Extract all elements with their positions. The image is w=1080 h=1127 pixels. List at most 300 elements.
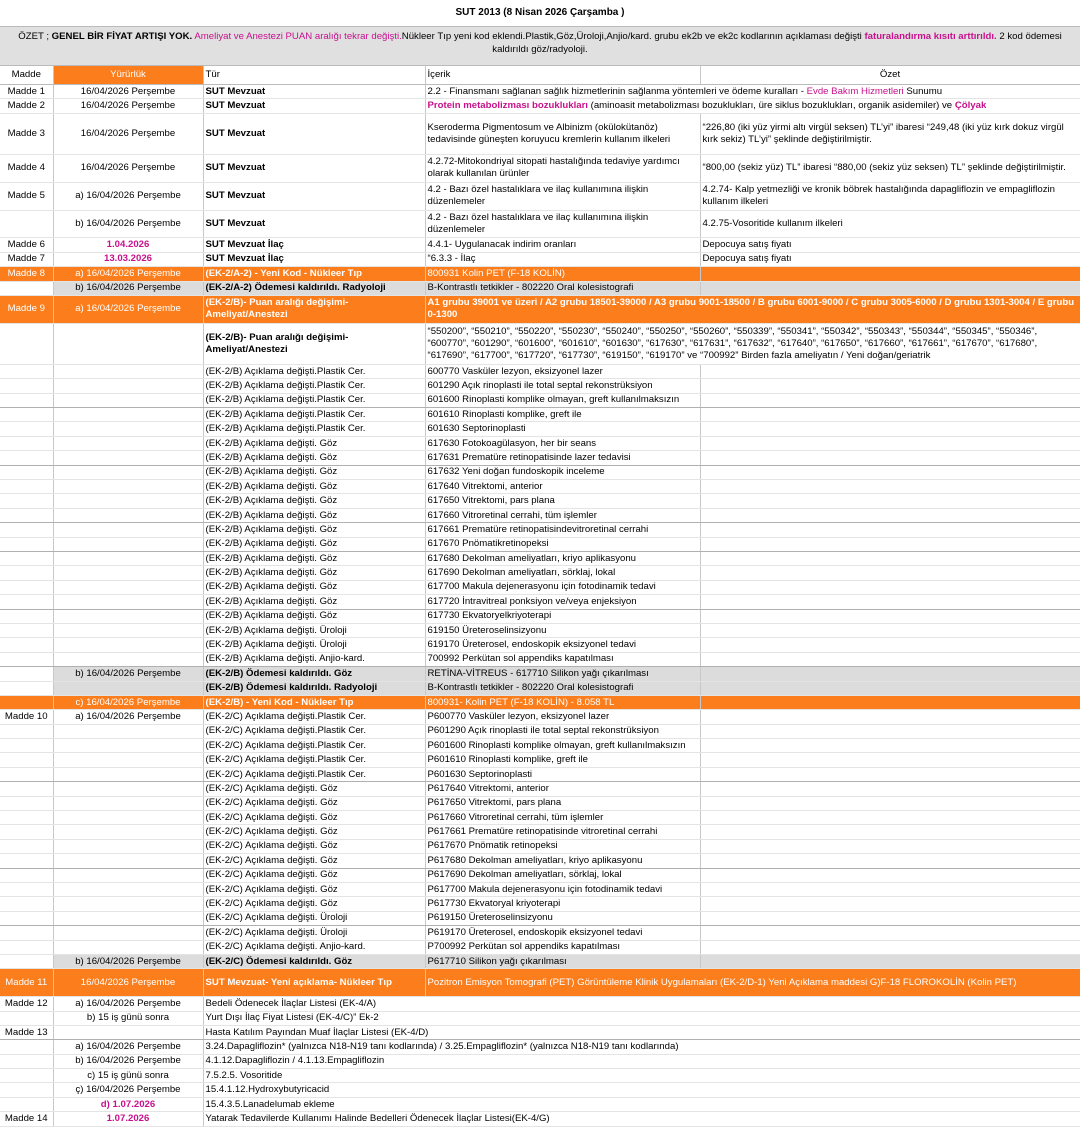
cell-yururluk [53,782,203,796]
cell-yururluk [53,897,203,911]
cell-tur: SUT Mevzuat [203,154,425,182]
cell-yururluk [53,364,203,378]
cell-icerik [425,566,700,580]
cell-ozet [700,652,1080,666]
cell-tur: (EK-2/B) Açıklama değişti.Plastik Cer. [203,393,425,407]
cell-tur: (EK-2/B) Ödemesi kaldırıldı. Radyoloji [203,681,425,695]
icerik-i: B-Kontrastlı tetkikler - 802220 Oral kolesistografi [427,682,634,694]
icerik-i: 619150 Üreteroselinsizyonu [427,624,547,636]
table-row [0,782,1080,796]
cell-yururluk [53,523,203,537]
cell-madde [0,465,53,479]
cell-yururluk: b) 16/04/2026 Perşembe [53,210,203,238]
cell-yururluk [53,681,203,695]
table-row [0,364,1080,378]
cell-yururluk: 16/04/2026 Perşembe [53,969,203,997]
cell-tur: (EK-2/B) Açıklama değişti. Göz [203,580,425,594]
cell-madde: Madde 1 [0,85,53,99]
cell-madde [0,480,53,494]
cell-yururluk [53,753,203,767]
cell-madde [0,825,53,839]
table-row [0,1097,1080,1111]
cell-icerik [425,393,700,407]
cell-ozet: 4.2.74- Kalp yetmezliği ve kronik böbrek hastalığında dapagliflozin ve empagliflozin kullanım ilkeleri [700,182,1080,210]
cell-ozet [700,408,1080,422]
cell-madde [0,854,53,868]
cell-icerik [425,667,700,681]
cell-yururluk [53,854,203,868]
cell-madde [0,408,53,422]
cell-tur: (EK-2/C) Açıklama değişti. Göz [203,825,425,839]
cell-yururluk [53,811,203,825]
header-tur: Tür [203,66,425,85]
cell-yururluk: d) 1.07.2026 [53,1097,203,1111]
cell-ozet [700,681,1080,695]
cell-yururluk [53,480,203,494]
icerik-i: 4.2 - Bazı özel hastalıklara ve ilaç kullanımına ilişkin düzenlemeler [427,184,649,208]
cell-tur: (EK-2/C) Açıklama değişti. Göz [203,839,425,853]
cell-icerik [425,281,700,295]
icerik-i: 4.4.1- Uygulanacak indirim oranları [427,239,577,251]
cell-yururluk: b) 15 iş günü sonra [53,1011,203,1025]
cell-ozet: “800,00 (sekiz yüz) TL” ibaresi “880,00 (sekiz yüz seksen) TL” şeklinde değiştirilmiştir. [700,154,1080,182]
cell-tur: (EK-2/B) Açıklama değişti. Göz [203,451,425,465]
cell-tur: SUT Mevzuat [203,182,425,210]
table-row [0,1069,1080,1083]
cell-tur: (EK-2/B) Açıklama değişti. Göz [203,436,425,450]
table-row [0,681,1080,695]
cell-madde: Madde 3 [0,113,53,154]
cell-icerik [425,99,1080,113]
cell-ozet [700,436,1080,450]
cell-tur: (EK-2/C) Açıklama değişti. Anjio-kard. [203,940,425,954]
cell-madde [0,1069,53,1083]
cell-yururluk: c) 15 iş günü sonra [53,1069,203,1083]
table-row [0,710,1080,724]
cell-madde [0,882,53,896]
cell-yururluk [53,465,203,479]
icerik-i: P617640 Vitrektomi, anterior [427,782,549,794]
cell-ozet [700,940,1080,954]
cell-icerik [425,911,700,925]
table-row [0,379,1080,393]
cell-ozet [700,623,1080,637]
ozet-summary [0,26,1080,66]
table-row [0,1011,1080,1025]
cell-madde: Madde 2 [0,99,53,113]
icerik-i: 601600 Rinoplasti komplike olmayan, greft kullanılmaksızın [427,394,680,406]
cell-icerik [425,408,700,422]
table-row [0,238,1080,252]
icerik-i: P617661 Prematüre retinopatisinde vitroretinal cerrahi [427,826,658,838]
cell-yururluk [53,595,203,609]
cell-ozet [700,825,1080,839]
icerik-i: P619150 Üreteroselinsizyonu [427,912,553,924]
cell-madde [0,782,53,796]
cell-icerik [425,825,700,839]
table-row [0,1112,1080,1126]
icerik-i: 4.2 - Bazı özel hastalıklara ve ilaç kullanımına ilişkin düzenlemeler [427,211,649,235]
cell-madde [0,811,53,825]
cell-madde: Madde 10 [0,710,53,724]
table-row [0,551,1080,565]
cell-madde [0,281,53,295]
cell-yururluk: b) 16/04/2026 Perşembe [53,281,203,295]
icerik-i: RETİNA-VİTREUS - 617710 Silikon yağı çıkarılması [427,667,649,679]
icerik-iafter: Sunumu [903,85,943,97]
cell-icerik [425,238,700,252]
cell-madde [0,1097,53,1111]
table-row [0,154,1080,182]
cell-ozet: “226,80 (iki yüz yirmi altı virgül seksen) TL’yi” ibaresi “249,48 (iki yüz kırk dokuz virgül kırk sekiz) TL’yi” şeklinde değiştirilmiştir. [700,113,1080,154]
cell-ozet [700,753,1080,767]
cell-tur: 7.5.2.5. Vosoritide [203,1069,1080,1083]
cell-icerik [425,623,700,637]
cell-ozet [700,868,1080,882]
cell-yururluk [53,623,203,637]
icerik-i: P600770 Vasküler lezyon, eksizyonel lazer [427,710,610,722]
cell-icerik [425,882,700,896]
cell-icerik [425,638,700,652]
cell-tur: 4.1.12.Dapagliflozin / 4.1.13.Empagliflozin [203,1054,1080,1068]
cell-madde [0,508,53,522]
cell-yururluk [53,551,203,565]
cell-yururluk [53,1025,203,1039]
table-row [0,724,1080,738]
cell-yururluk [53,537,203,551]
cell-madde: Madde 8 [0,267,53,281]
cell-ozet [700,667,1080,681]
cell-tur: 3.24.Dapagliflozin* (yalnızca N18-N19 tanı kodlarında) / 3.25.Empagliflozin* (yalnızca N18-N19 tanı kodlarında) [203,1040,1080,1054]
cell-tur: (EK-2/B) Açıklama değişti. Göz [203,566,425,580]
cell-tur: (EK-2/B) Açıklama değişti. Göz [203,551,425,565]
cell-ozet [700,566,1080,580]
cell-ozet [700,537,1080,551]
icerik-i: “6.3.3 - İlaç [427,253,476,265]
table-row [0,465,1080,479]
table-row [0,99,1080,113]
cell-yururluk: ç) 16/04/2026 Perşembe [53,1083,203,1097]
table-row [0,210,1080,238]
table-row [0,954,1080,968]
cell-tur: (EK-2/C) Açıklama değişti. Göz [203,868,425,882]
cell-icerik [425,724,700,738]
cell-icerik [425,926,700,940]
icerik-i: (aminoasit metabolizması bozuklukları, üre siklus bozuklukları, organik asidemiler) ve [587,100,955,112]
cell-ozet [700,580,1080,594]
cell-icerik [425,364,700,378]
cell-ozet [700,267,1080,281]
cell-tur: (EK-2/B) Açıklama değişti. Göz [203,609,425,623]
cell-yururluk: 16/04/2026 Perşembe [53,99,203,113]
cell-yururluk [53,494,203,508]
cell-yururluk [53,825,203,839]
cell-ozet [700,364,1080,378]
icerik-i: P617650 Vitrektomi, pars plana [427,797,562,809]
cell-tur: (EK-2/C) Açıklama değişti.Plastik Cer. [203,753,425,767]
cell-madde [0,364,53,378]
icerik-i: P617730 Ekvatoryal kriyoterapi [427,898,561,910]
cell-icerik [425,480,700,494]
icerik-i: P601600 Rinoplasti komplike olmayan, greft kullanılmaksızın [427,739,686,751]
cell-icerik [425,897,700,911]
cell-yururluk: a) 16/04/2026 Perşembe [53,295,203,323]
cell-madde [0,451,53,465]
table-row [0,609,1080,623]
cell-yururluk [53,451,203,465]
cell-ozet [700,595,1080,609]
table-row [0,494,1080,508]
table-row [0,854,1080,868]
cell-icerik [425,182,700,210]
cell-madde [0,724,53,738]
table-row [0,295,1080,323]
icerik-i: 617650 Vitrektomi, pars plana [427,495,555,507]
icerik-i: 601630 Septorinoplasti [427,423,526,435]
table-row [0,667,1080,681]
icerik-i: “550200”, “550210”, “550220”, “550230”, “550240”, “550250”, “550260”, “550339”, “550341”, “550342”, “550343”, “550344”, “550345”, “550346”, “600770”, “601290”, “601600”, “601610”, “601630”, “617630”, “617631”, “617632”, “617640”, “617650”, “617660”, “617661”, “617670”, “617680”, “617690”, “617700”, “617720”, “617730”, “619150”, “619170” ve “700992” Birden fazla ameliyatın / Yeni doğan/geriatrik [427,325,1038,361]
cell-yururluk: 16/04/2026 Perşembe [53,113,203,154]
cell-tur: (EK-2/C) Açıklama değişti. Göz [203,854,425,868]
table-row [0,113,1080,154]
table-row [0,451,1080,465]
icerik-i: P617700 Makula dejenerasyonu için fotodinamik tedavi [427,883,663,895]
icerik-i: 617680 Dekolman ameliyatları, kriyo aplikasyonu [427,552,637,564]
cell-ozet [700,281,1080,295]
icerik-i: 4.2.72-Mitokondriyal sitopati hastalığında tedaviye yardımcı olarak kullanılan ürünler [427,156,680,180]
cell-ozet: Depocuya satış fiyatı [700,252,1080,266]
cell-tur: (EK-2/C) Açıklama değişti.Plastik Cer. [203,710,425,724]
icerik-i: 601610 Rinoplasti komplike, greft ile [427,408,582,420]
table-row [0,480,1080,494]
cell-tur: (EK-2/B) Açıklama değişti. Göz [203,465,425,479]
cell-madde [0,911,53,925]
header-ozet: Özet [700,66,1080,85]
cell-madde [0,494,53,508]
sut-table [0,66,1080,1127]
cell-tur: SUT Mevzuat [203,113,425,154]
icerik-i: 617660 Vitroretinal cerrahi, tüm işlemler [427,509,597,521]
cell-madde [0,753,53,767]
icerik-i: 700992 Perkütan sol appendiks kapatılması [427,653,614,665]
cell-madde [0,796,53,810]
cell-tur: (EK-2/B) Açıklama değişti. Göz [203,595,425,609]
cell-madde: Madde 14 [0,1112,53,1126]
table-row [0,566,1080,580]
icerik-i: 619170 Üreterosel, endoskopik eksizyonel tedavi [427,639,637,651]
cell-madde [0,210,53,238]
cell-icerik [425,465,700,479]
cell-yururluk: a) 16/04/2026 Perşembe [53,267,203,281]
cell-icerik [425,252,700,266]
cell-ozet: Depocuya satış fiyatı [700,238,1080,252]
table-row [0,882,1080,896]
cell-madde [0,1054,53,1068]
cell-icerik [425,379,700,393]
cell-yururluk [53,393,203,407]
cell-icerik [425,854,700,868]
cell-tur: (EK-2/C) Açıklama değişti. Göz [203,782,425,796]
table-row [0,926,1080,940]
ozet-bold: GENEL BİR FİYAT ARTIŞI YOK. [51,31,193,42]
icerik-i: Pozitron Emisyon Tomografi (PET) Görüntüleme Klinik Uygulamaları (EK-2/D-1) Yeni Açıklama maddesi G)F-18 FLOROKOLİN (Kolin PET) [427,976,1017,988]
cell-icerik [425,767,700,781]
table-row [0,811,1080,825]
cell-icerik [425,494,700,508]
cell-icerik [425,323,1080,364]
cell-madde [0,580,53,594]
ozet-highlight-1: Ameliyat ve Anestezi PUAN aralığı tekrar değişti. [192,31,402,42]
cell-icerik [425,652,700,666]
cell-yururluk [53,724,203,738]
table-row [0,739,1080,753]
cell-tur: (EK-2/B) Açıklama değişti. Anjio-kard. [203,652,425,666]
cell-icerik [425,436,700,450]
icerik-i: 617640 Vitrektomi, anterior [427,480,543,492]
cell-ozet [700,638,1080,652]
cell-ozet [700,465,1080,479]
table-row [0,393,1080,407]
cell-icerik [425,782,700,796]
cell-tur: SUT Mevzuat [203,85,425,99]
cell-icerik [425,537,700,551]
cell-madde [0,667,53,681]
cell-yururluk: c) 16/04/2026 Perşembe [53,695,203,709]
cell-madde [0,436,53,450]
icerik-i: 617630 Fotokoagülasyon, her bir seans [427,437,597,449]
cell-icerik [425,267,700,281]
cell-madde [0,609,53,623]
cell-tur: (EK-2/B) Açıklama değişti. Göz [203,480,425,494]
icerik-i: 600770 Vasküler lezyon, eksizyonel lazer [427,365,603,377]
table-row [0,85,1080,99]
cell-icerik [425,154,700,182]
cell-icerik [425,940,700,954]
cell-yururluk: b) 16/04/2026 Perşembe [53,1054,203,1068]
icerik-i: 617690 Dekolman ameliyatları, sörklaj, lokal [427,567,616,579]
cell-ozet [700,767,1080,781]
cell-yururluk [53,422,203,436]
cell-madde: Madde 11 [0,969,53,997]
table-row [0,997,1080,1011]
cell-tur: (EK-2/C) Açıklama değişti.Plastik Cer. [203,739,425,753]
cell-icerik [425,609,700,623]
cell-madde [0,897,53,911]
cell-icerik [425,839,700,853]
cell-ozet [700,695,1080,709]
cell-tur: (EK-2/C) Açıklama değişti.Plastik Cer. [203,724,425,738]
cell-tur: (EK-2/B) Açıklama değişti.Plastik Cer. [203,408,425,422]
icerik-i: P617660 Vitroretinal cerrahi, tüm işlemler [427,811,604,823]
cell-yururluk: 16/04/2026 Perşembe [53,154,203,182]
cell-tur: SUT Mevzuat [203,99,425,113]
icerik-i: 617631 Prematüre retinopatisinde lazer tedavisi [427,451,631,463]
icerik-i: 617700 Makula dejenerasyonu için fotodinamik tedavi [427,581,656,593]
cell-madde [0,638,53,652]
cell-yururluk [53,379,203,393]
table-row [0,638,1080,652]
cell-madde: Madde 12 [0,997,53,1011]
icerik-i: 800931- Kolin PET (F-18 KOLİN) - 8.058 TL [427,696,615,708]
table-row [0,281,1080,295]
cell-tur: (EK-2/B) Açıklama değişti. Göz [203,537,425,551]
cell-icerik [425,710,700,724]
cell-yururluk: a) 16/04/2026 Perşembe [53,997,203,1011]
icerik-i: P617670 Pnömatik retinopeksi [427,840,558,852]
cell-yururluk: a) 16/04/2026 Perşembe [53,182,203,210]
cell-madde [0,422,53,436]
table-row [0,911,1080,925]
cell-ozet [700,782,1080,796]
cell-yururluk [53,652,203,666]
cell-tur: (EK-2/B) Açıklama değişti.Plastik Cer. [203,422,425,436]
cell-madde [0,393,53,407]
cell-yururluk: a) 16/04/2026 Perşembe [53,710,203,724]
cell-madde [0,537,53,551]
cell-madde: Madde 7 [0,252,53,266]
cell-ozet [700,897,1080,911]
cell-yururluk: a) 16/04/2026 Perşembe [53,1040,203,1054]
cell-icerik [425,811,700,825]
cell-madde [0,868,53,882]
cell-icerik [425,868,700,882]
cell-icerik [425,595,700,609]
table-row [0,580,1080,594]
icerik-i: 617632 Yeni doğan fundoskopik inceleme [427,466,605,478]
cell-ozet [700,451,1080,465]
table-row [0,436,1080,450]
icerik-i: P601630 Septorinoplasti [427,768,533,780]
table-row [0,1040,1080,1054]
cell-icerik [425,796,700,810]
cell-ozet [700,839,1080,853]
ozet-text-1: Nükleer Tıp yeni kod eklendi.Plastik,Göz,Üroloji,Anjio/kard. grubu ek2b ve ek2c kodlarının açıklaması değişti [401,31,865,42]
cell-yururluk [53,323,203,364]
cell-madde [0,595,53,609]
table-row [0,868,1080,882]
cell-madde [0,695,53,709]
table-row [0,695,1080,709]
cell-ozet [700,911,1080,925]
cell-tur: (EK-2/A-2) - Yeni Kod - Nükleer Tıp [203,267,425,281]
cell-ozet [700,954,1080,968]
cell-madde [0,623,53,637]
cell-yururluk: b) 16/04/2026 Perşembe [53,667,203,681]
icerik-imag: Evde Bakım Hizmetleri [806,85,904,97]
table-row [0,537,1080,551]
icerik-i: P617710 Silikon yağı çıkarılması [427,955,567,967]
cell-ozet [700,480,1080,494]
cell-tur: (EK-2/C) Açıklama değişti. Göz [203,811,425,825]
table-row [0,825,1080,839]
cell-madde [0,767,53,781]
icerik-i: B-Kontrastlı tetkikler - 802220 Oral kolesistografi [427,282,634,294]
ozet-highlight-2: faturalandırma kısıtı arttırıldı. [864,31,997,42]
icerik-i: P601290 Açık rinoplasti ile total septal rekonstrüksiyon [427,725,659,737]
cell-tur: Yurt Dışı İlaç Fiyat Listesi (EK-4/C)” Ek-2 [203,1011,1080,1025]
cell-madde [0,1040,53,1054]
cell-yururluk [53,839,203,853]
table-row [0,897,1080,911]
ozet-prefix: ÖZET ; [18,31,52,42]
cell-madde [0,566,53,580]
table-row [0,940,1080,954]
cell-icerik [425,85,1080,99]
cell-tur: 15.4.1.12.Hydroxybutyricacid [203,1083,1080,1097]
table-header [0,66,1080,85]
cell-tur: Hasta Katılım Payından Muaf İlaçlar Listesi (EK-4/D) [203,1025,1080,1039]
cell-tur: SUT Mevzuat İlaç [203,252,425,266]
